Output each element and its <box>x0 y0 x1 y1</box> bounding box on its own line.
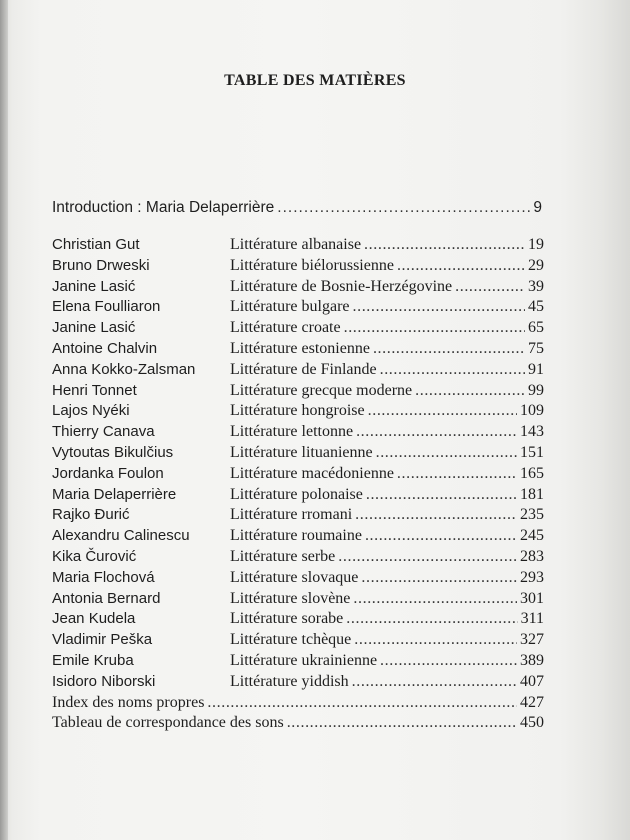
toc-row <box>52 527 544 548</box>
toc-row <box>52 298 544 319</box>
toc-row <box>52 673 544 694</box>
page-number: 245 <box>520 527 544 545</box>
page-number: 45 <box>528 298 544 316</box>
author-name: Isidoro Niborski <box>52 672 156 690</box>
author-name: Emile Kruba <box>52 651 134 669</box>
toc-row <box>52 361 544 382</box>
chapter-title: Littérature macédonienne <box>230 464 394 482</box>
section-title: Index des noms propres <box>52 693 205 711</box>
introduction-label: Introduction : Maria Delaperrière <box>52 199 275 216</box>
page-number: 65 <box>528 319 544 337</box>
page-number: 143 <box>520 423 544 441</box>
author-name: Antoine Chalvin <box>52 339 158 357</box>
toc-row <box>52 506 544 527</box>
dot-leader <box>353 590 517 608</box>
toc-list <box>52 236 544 735</box>
page-number: 29 <box>528 256 544 274</box>
toc-row <box>52 465 544 486</box>
author-name: Kika Čurović <box>52 547 137 565</box>
dot-leader <box>344 319 525 337</box>
page-number: 19 <box>528 236 544 253</box>
toc-row <box>52 340 544 361</box>
author-name: Rajko Đurić <box>52 506 130 524</box>
author-name: Elena Foulliaron <box>52 298 161 316</box>
page-number: 301 <box>520 589 544 607</box>
chapter-title: Littérature slovène <box>230 589 351 607</box>
author-name: Maria Flochová <box>52 568 155 586</box>
author-name: Janine Lasić <box>52 319 136 337</box>
dot-leader <box>207 694 517 712</box>
toc-row <box>52 423 544 444</box>
author-name: Janine Lasić <box>52 277 136 295</box>
toc-row <box>52 548 544 569</box>
page-number: 235 <box>520 506 544 524</box>
page-number: 109 <box>520 402 544 420</box>
page-number: 327 <box>520 631 544 649</box>
dot-leader <box>455 278 525 296</box>
author-name: Jean Kudela <box>52 610 136 628</box>
author-name: Vytoutas Bikulčius <box>52 443 174 461</box>
page-number: 151 <box>520 443 544 461</box>
author-name: Jordanka Foulon <box>52 464 164 482</box>
toc-row-index <box>52 694 544 715</box>
dot-leader <box>353 298 526 316</box>
page-number: 39 <box>528 277 544 295</box>
toc-row <box>52 236 544 257</box>
author-name: Lajos Nyéki <box>52 402 130 420</box>
page-number: 427 <box>520 693 544 711</box>
chapter-title: Littérature ukrainienne <box>230 651 378 669</box>
chapter-title: Littérature grecque moderne <box>230 381 413 399</box>
chapter-title: Littérature lituanienne <box>230 443 373 461</box>
dot-leader <box>277 199 530 217</box>
chapter-title: Littérature yiddish <box>230 672 349 690</box>
dot-leader <box>397 257 525 275</box>
dot-leader <box>346 610 517 628</box>
toc-row <box>52 486 544 507</box>
introduction-page-number: 9 <box>533 199 542 216</box>
chapter-title: Littérature lettonne <box>230 423 354 441</box>
chapter-title: Littérature rromani <box>230 506 353 524</box>
page-number: 181 <box>520 485 544 503</box>
author-name: Anna Kokko-Zalsman <box>52 360 196 378</box>
book-spine <box>0 0 8 840</box>
page-number: 311 <box>520 610 544 628</box>
chapter-title: Littérature croate <box>230 319 341 337</box>
author-name: Alexandru Calinescu <box>52 527 190 545</box>
author-name: Antonia Bernard <box>52 589 161 607</box>
page-number: 91 <box>528 360 544 378</box>
author-name: Maria Delaperrière <box>52 485 177 503</box>
chapter-title: Littérature polonaise <box>230 485 363 503</box>
toc-row <box>52 319 544 340</box>
dot-leader <box>376 444 517 462</box>
toc-row <box>52 569 544 590</box>
dot-leader <box>380 361 525 379</box>
dot-leader <box>355 506 517 524</box>
page-number: 165 <box>520 464 544 482</box>
chapter-title: Littérature tchèque <box>230 631 352 649</box>
chapter-title: Littérature estonienne <box>230 339 370 357</box>
toc-row <box>52 257 544 278</box>
toc-row <box>52 278 544 299</box>
author-name: Vladimir Peška <box>52 631 153 649</box>
page-number: 293 <box>520 568 544 586</box>
chapter-title: Littérature roumaine <box>230 527 362 545</box>
dot-leader <box>364 236 525 254</box>
section-title: Tableau de correspondance des sons <box>52 714 284 732</box>
toc-row <box>52 444 544 465</box>
chapter-title: Littérature slovaque <box>230 568 359 586</box>
page-number: 99 <box>528 381 544 399</box>
toc-row <box>52 631 544 652</box>
page-title: TABLE DES MATIÈRES <box>224 72 406 89</box>
page-number: 407 <box>520 672 544 690</box>
page-number: 450 <box>520 714 544 732</box>
dot-leader <box>397 465 517 483</box>
page-number: 75 <box>528 339 544 357</box>
author-name: Bruno Drweski <box>52 256 150 274</box>
dot-leader <box>287 714 517 732</box>
chapter-title: Littérature de Finlande <box>230 360 377 378</box>
dot-leader <box>368 402 517 420</box>
dot-leader <box>356 423 517 441</box>
chapter-title: Littérature biélorussienne <box>230 256 394 274</box>
dot-leader <box>380 652 517 670</box>
chapter-title: Littérature sorabe <box>230 610 344 628</box>
toc-row <box>52 610 544 631</box>
author-name: Henri Tonnet <box>52 381 137 399</box>
chapter-title: Littérature hongroise <box>230 402 365 420</box>
page-number: 389 <box>520 651 544 669</box>
page-number: 283 <box>520 547 544 565</box>
toc-row-sound-table <box>52 714 544 735</box>
dot-leader <box>415 382 525 400</box>
dot-leader <box>373 340 525 358</box>
dot-leader <box>365 527 517 545</box>
dot-leader <box>354 631 517 649</box>
chapter-title: Littérature de Bosnie-Herzégovine <box>230 277 453 295</box>
author-name: Thierry Canava <box>52 423 155 441</box>
toc-row <box>52 402 544 423</box>
toc-row <box>52 590 544 611</box>
dot-leader <box>338 548 517 566</box>
dot-leader <box>366 486 517 504</box>
author-name: Christian Gut <box>52 236 140 253</box>
dot-leader <box>352 673 517 691</box>
chapter-title: Littérature albanaise <box>230 236 362 253</box>
toc-introduction <box>52 199 542 223</box>
dot-leader <box>361 569 517 587</box>
chapter-title: Littérature bulgare <box>230 298 350 316</box>
chapter-title: Littérature serbe <box>230 547 336 565</box>
toc-row <box>52 382 544 403</box>
toc-row <box>52 652 544 673</box>
